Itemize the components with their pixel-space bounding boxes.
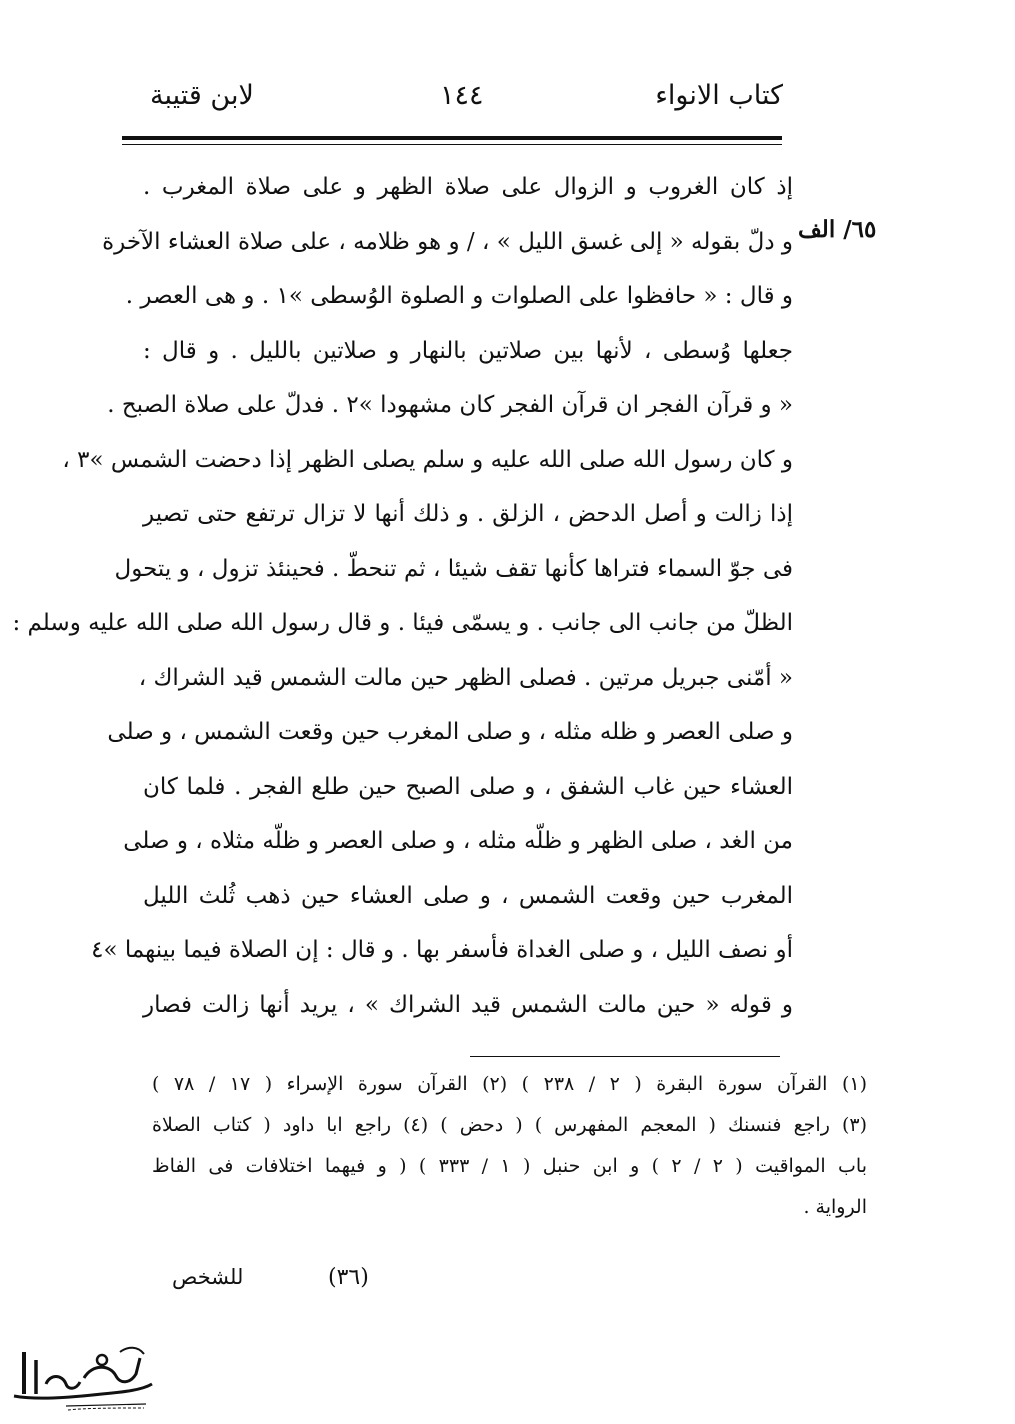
header-rule — [122, 136, 782, 140]
body-line: و دلّ بقوله « إلى غسق الليل » ، / و هو ظلامه ، على صلاة العشاء الآخرة — [102, 228, 793, 255]
body-line: فى جوّ السماء فتراها كأنها تقف شيئا ، ثم تنحطّ . فحينئذ تزول ، و يتحول — [114, 555, 793, 582]
body-line: المغرب حين وقعت الشمس ، و صلى العشاء حين ذهب ثُلث الليل — [143, 882, 793, 909]
author-name: لابن قتيبة — [150, 80, 254, 111]
footnote-separator — [470, 1056, 780, 1057]
body-line: من الغد ، صلى الظهر و ظلّه مثله ، و صلى العصر و ظلّه مثلاه ، و صلى — [123, 828, 793, 854]
manuscript-folio-note: ٦٥/ الف — [798, 216, 877, 243]
body-line: أو نصف الليل ، و صلى الغداة فأسفر بها . و قال : إن الصلاة فيما بينهما »٤ — [91, 937, 793, 963]
body-line: و قال : « حافظوا على الصلوات و الصلوة الوُسطى »١ . و هى العصر . — [125, 283, 793, 309]
body-line: الظلّ من جانب الى جانب . و يسمّى فيئا . و قال رسول الله صلى الله عليه وسلم : — [12, 610, 793, 636]
body-line: إذ كان الغروب و الزوال على صلاة الظهر و على صلاة المغرب . — [143, 174, 793, 200]
body-line: و صلى العصر و ظله مثله ، و صلى المغرب حين وقعت الشمس ، و صلى — [107, 719, 793, 745]
book-title: كتاب الانواء — [655, 80, 783, 111]
footnote-line: (٣) راجع فنسنك ( المعجم المفهرس ) ( دحض ) (٤) راجع ابا داود ( كتاب الصلاة — [152, 1114, 867, 1136]
footnote-line: باب المواقيت ( ٢ / ٢ ) و ابن حنبل ( ١ / ٣٣٣ ) ( و فيهما اختلافات فى الفاظ — [152, 1155, 868, 1177]
footnote-line: الرواية . — [803, 1196, 867, 1218]
body-line: جعلها وُسطى ، لأنها بين صلاتين بالنهار و صلاتين بالليل . و قال : — [143, 337, 793, 364]
body-text — [12, 160, 793, 1032]
header-rule-thin — [122, 144, 782, 145]
calligraphy-logo-icon — [6, 1334, 158, 1414]
body-line: و كان رسول الله صلى الله عليه و سلم يصلى الظهر إذا دحضت الشمس »٣ ، — [62, 446, 793, 473]
body-line: إذا زالت و أصل الدحض ، الزلق . و ذلك أنها لا تزال ترتفع حتى تصير — [143, 501, 793, 527]
body-line: « أمّنى جبريل مرتين . فصلى الظهر حين مالت الشمس قيد الشراك ، — [138, 664, 793, 691]
footnotes — [152, 1064, 867, 1228]
signature-marker: (٣٦) — [328, 1265, 369, 1290]
body-line: « و قرآن الفجر ان قرآن الفجر كان مشهودا »٢ . فدلّ على صلاة الصبح . — [107, 392, 793, 418]
body-line: و قوله « حين مالت الشمس قيد الشراك » ، يريد أنها زالت فصار — [143, 991, 793, 1018]
catchword: للشخص — [172, 1265, 244, 1289]
footnote-line: (١) القرآن سورة البقرة ( ٢ / ٢٣٨ ) (٢) القرآن سورة الإسراء ( ١٧ / ٧٨ ) — [152, 1073, 867, 1095]
body-line: العشاء حين غاب الشفق ، و صلى الصبح حين طلع الفجر . فلما كان — [143, 773, 793, 800]
page-number: ١٤٤ — [440, 80, 484, 111]
